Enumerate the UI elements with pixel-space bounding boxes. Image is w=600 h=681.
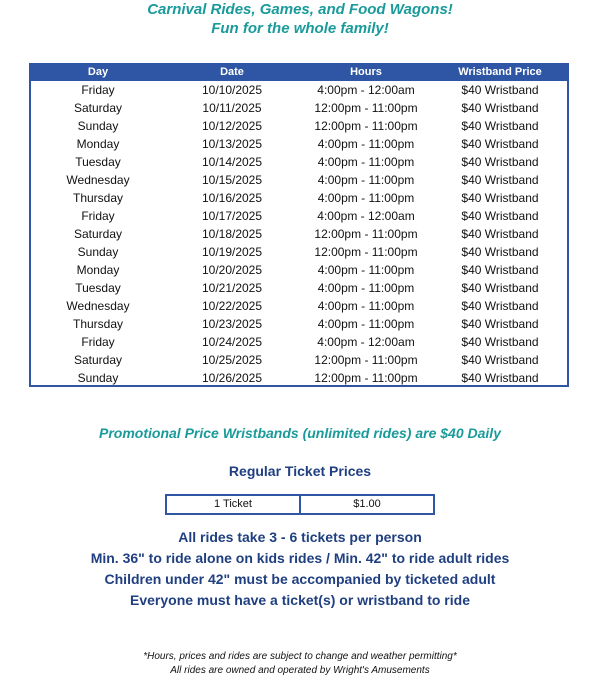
cell-day: Friday bbox=[81, 335, 115, 349]
cell-price: $40 Wristband bbox=[461, 155, 539, 169]
cell-hours: 4:00pm - 11:00pm bbox=[317, 263, 415, 277]
schedule-header-row bbox=[31, 63, 567, 81]
cell-hours: 4:00pm - 11:00pm bbox=[317, 173, 415, 187]
cell-day: Sunday bbox=[77, 371, 119, 385]
cell-hours: 12:00pm - 11:00pm bbox=[314, 227, 418, 241]
cell-hours: 12:00pm - 11:00pm bbox=[314, 101, 418, 115]
headline-primary: Carnival Rides, Games, and Food Wagons! bbox=[147, 1, 453, 18]
table-row bbox=[31, 297, 567, 315]
cell-price: $40 Wristband bbox=[461, 299, 539, 313]
cell-hours: 12:00pm - 11:00pm bbox=[314, 119, 418, 133]
table-row bbox=[31, 135, 567, 153]
table-row bbox=[31, 333, 567, 351]
cell-hours: 4:00pm - 11:00pm bbox=[317, 191, 415, 205]
cell-price: $40 Wristband bbox=[461, 119, 539, 133]
schedule-table bbox=[29, 63, 569, 387]
table-row bbox=[31, 99, 567, 117]
promo-text: Promotional Price Wristbands (unlimited rides) are $40 Daily bbox=[99, 425, 501, 441]
footer-operator: All rides are owned and operated by Wright's Amusements bbox=[170, 665, 430, 676]
headline-secondary: Fun for the whole family! bbox=[211, 20, 389, 37]
cell-date: 10/10/2025 bbox=[201, 83, 263, 97]
footer-disclaimer: *Hours, prices and rides are subject to change and weather permitting* bbox=[143, 651, 457, 662]
column-header-day: Day bbox=[87, 66, 109, 78]
cell-price: $40 Wristband bbox=[461, 317, 539, 331]
cell-date: 10/12/2025 bbox=[201, 119, 263, 133]
cell-price: $40 Wristband bbox=[461, 83, 539, 97]
cell-date: 10/14/2025 bbox=[201, 155, 263, 169]
cell-price: $40 Wristband bbox=[461, 263, 539, 277]
cell-hours: 12:00pm - 11:00pm bbox=[314, 353, 418, 367]
cell-date: 10/16/2025 bbox=[201, 191, 263, 205]
table-row bbox=[31, 171, 567, 189]
cell-hours: 4:00pm - 12:00am bbox=[317, 83, 415, 97]
cell-day: Sunday bbox=[77, 119, 119, 133]
rule-tickets: All rides take 3 - 6 tickets per person bbox=[178, 529, 422, 545]
cell-price: $40 Wristband bbox=[461, 281, 539, 295]
cell-day: Monday bbox=[76, 137, 120, 151]
cell-date: 10/11/2025 bbox=[202, 101, 262, 115]
rule-wristband: Everyone must have a ticket(s) or wristband to ride bbox=[130, 592, 470, 608]
column-header-hours: Hours bbox=[350, 66, 382, 78]
cell-hours: 4:00pm - 11:00pm bbox=[317, 299, 415, 313]
cell-day: Saturday bbox=[73, 227, 123, 241]
cell-price: $40 Wristband bbox=[461, 335, 539, 349]
cell-day: Monday bbox=[76, 263, 120, 277]
ride-rules bbox=[0, 527, 600, 611]
cell-date: 10/19/2025 bbox=[201, 245, 263, 259]
cell-day: Tuesday bbox=[75, 281, 121, 295]
cell-date: 10/15/2025 bbox=[201, 173, 263, 187]
cell-day: Tuesday bbox=[75, 155, 121, 169]
cell-price: $40 Wristband bbox=[461, 371, 539, 385]
cell-date: 10/17/2025 bbox=[201, 209, 263, 223]
cell-date: 10/24/2025 bbox=[201, 335, 263, 349]
cell-day: Thursday bbox=[72, 317, 124, 331]
cell-price: $40 Wristband bbox=[461, 191, 539, 205]
cell-day: Wednesday bbox=[66, 299, 130, 313]
cell-price: $40 Wristband bbox=[461, 209, 539, 223]
rule-children: Children under 42" must be accompanied by ticketed adult bbox=[104, 571, 496, 587]
rule-height: Min. 36" to ride alone on kids rides / Min. 42" to ride adult rides bbox=[90, 550, 510, 566]
cell-date: 10/21/2025 bbox=[201, 281, 263, 295]
cell-day: Thursday bbox=[72, 191, 124, 205]
table-row bbox=[31, 261, 567, 279]
cell-hours: 12:00pm - 11:00pm bbox=[314, 245, 418, 259]
column-header-date: Date bbox=[220, 66, 244, 78]
cell-price: $40 Wristband bbox=[461, 353, 539, 367]
cell-hours: 4:00pm - 12:00am bbox=[317, 209, 415, 223]
cell-date: 10/13/2025 bbox=[201, 137, 263, 151]
cell-date: 10/26/2025 bbox=[201, 371, 263, 385]
cell-day: Wednesday bbox=[66, 173, 130, 187]
cell-price: $40 Wristband bbox=[461, 245, 539, 259]
cell-date: 10/23/2025 bbox=[201, 317, 263, 331]
ticket-price-table bbox=[165, 494, 435, 515]
cell-date: 10/20/2025 bbox=[201, 263, 263, 277]
cell-day: Saturday bbox=[73, 101, 123, 115]
table-row bbox=[31, 279, 567, 297]
table-row bbox=[31, 153, 567, 171]
table-row bbox=[31, 369, 567, 387]
cell-day: Saturday bbox=[73, 353, 123, 367]
column-header-price: Wristband Price bbox=[458, 66, 542, 78]
cell-date: 10/22/2025 bbox=[201, 299, 263, 313]
table-row bbox=[31, 225, 567, 243]
ticket-price: $1.00 bbox=[299, 496, 433, 513]
cell-day: Friday bbox=[81, 83, 115, 97]
cell-hours: 4:00pm - 11:00pm bbox=[317, 155, 415, 169]
table-row bbox=[31, 351, 567, 369]
table-row bbox=[31, 117, 567, 135]
ticket-quantity: 1 Ticket bbox=[214, 498, 252, 510]
cell-hours: 12:00pm - 11:00pm bbox=[314, 371, 418, 385]
table-row bbox=[31, 243, 567, 261]
cell-price: $40 Wristband bbox=[461, 173, 539, 187]
cell-hours: 4:00pm - 12:00am bbox=[317, 335, 415, 349]
cell-price: $40 Wristband bbox=[461, 101, 539, 115]
cell-date: 10/18/2025 bbox=[201, 227, 263, 241]
regular-prices-title: Regular Ticket Prices bbox=[228, 463, 372, 479]
cell-hours: 4:00pm - 11:00pm bbox=[317, 317, 415, 331]
table-row bbox=[31, 189, 567, 207]
schedule-body bbox=[31, 81, 567, 387]
table-row bbox=[31, 207, 567, 225]
cell-hours: 4:00pm - 11:00pm bbox=[317, 137, 415, 151]
footer-notes bbox=[0, 650, 600, 678]
cell-price: $40 Wristband bbox=[461, 227, 539, 241]
table-row bbox=[31, 81, 567, 99]
cell-date: 10/25/2025 bbox=[201, 353, 263, 367]
cell-day: Friday bbox=[81, 209, 115, 223]
cell-day: Sunday bbox=[77, 245, 119, 259]
table-row bbox=[31, 315, 567, 333]
cell-price: $40 Wristband bbox=[461, 137, 539, 151]
cell-hours: 4:00pm - 11:00pm bbox=[317, 281, 415, 295]
